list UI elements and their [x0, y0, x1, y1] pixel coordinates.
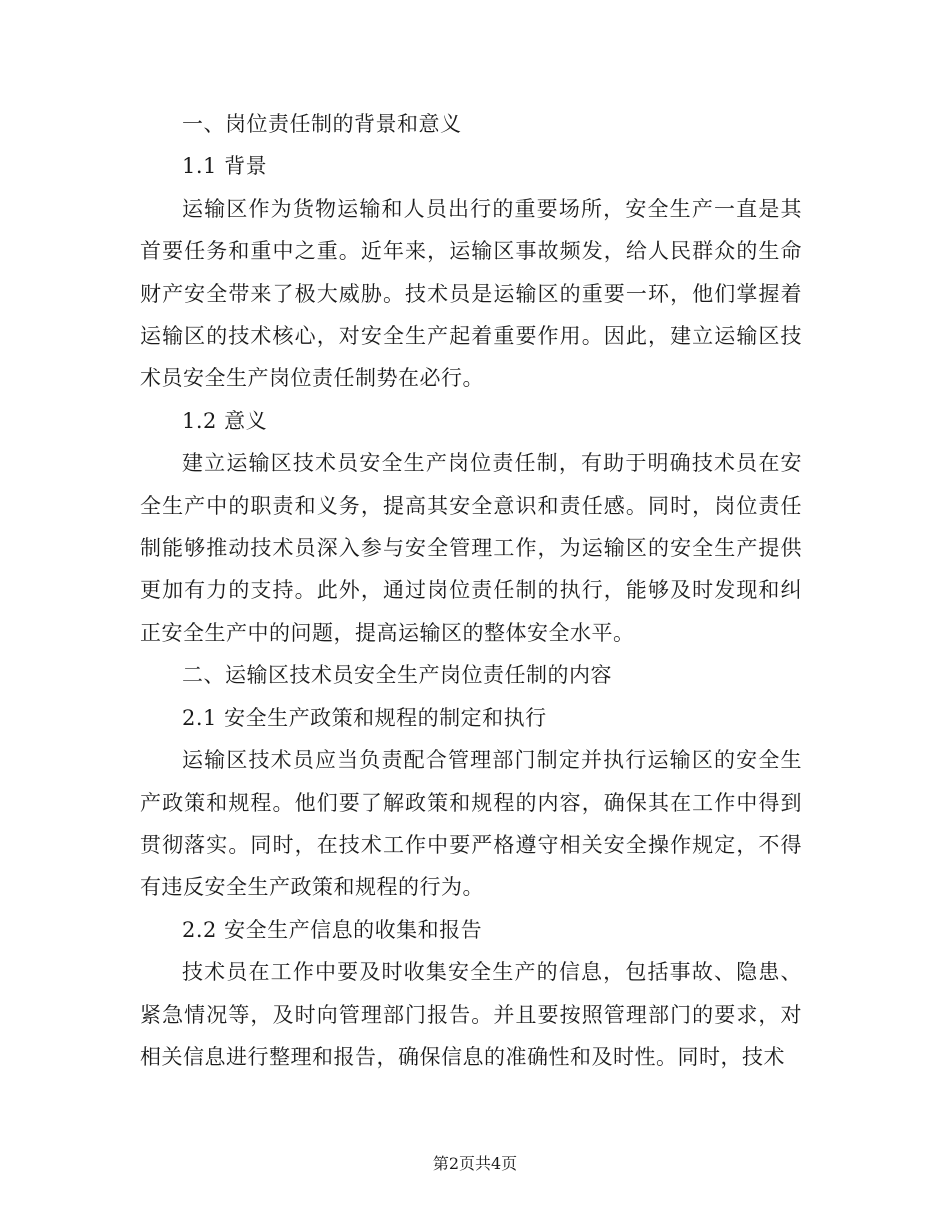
- subsection-heading-2-2: 2.2 安全生产信息的收集和报告: [182, 917, 483, 942]
- body-paragraph: 运输区作为货物运输和人员出行的重要场所，安全生产一直是其首要任务和重中之重。近年来，运输区事故频发，给人民群众的生命财产安全带来了极大威胁。技术员是运输区的重要一环，他们掌握着运输区的技术核心，对安全生产起着重要作用。因此，建立运输区技术员安全生产岗位责任制势在必行。: [140, 196, 802, 391]
- page-number-footer: 第2页共4页: [432, 1154, 518, 1173]
- section-heading-1: 一、岗位责任制的背景和意义: [182, 112, 462, 136]
- body-paragraph: 技术员在工作中要及时收集安全生产的信息，包括事故、隐患、紧急情况等，及时向管理部门报告。并且要按照管理部门的要求，对相关信息进行整理和报告，确保信息的准确性和及时性。同时，技术: [140, 960, 802, 1069]
- subsection-heading-1-1: 1.1 背景: [182, 154, 268, 179]
- subsection-heading-2-1: 2.1 安全生产政策和规程的制定和执行: [182, 705, 547, 730]
- section-heading-2: 二、运输区技术员安全生产岗位责任制的内容: [182, 663, 612, 688]
- subsection-heading-1-2: 1.2 意义: [182, 408, 268, 433]
- body-paragraph: 建立运输区技术员安全生产岗位责任制，有助于明确技术员在安全生产中的职责和义务，提高其安全意识和责任感。同时，岗位责任制能够推动技术员深入参与安全管理工作，为运输区的安全生产提供更加有力的支持。此外，通过岗位责任制的执行，能够及时发现和纠正安全生产中的问题，提高运输区的整体安全水平。: [140, 451, 802, 645]
- body-paragraph: 运输区技术员应当负责配合管理部门制定并执行运输区的安全生产政策和规程。他们要了解政策和规程的内容，确保其在工作中得到贯彻落实。同时，在技术工作中要严格遵守相关安全操作规定，不得有违反安全生产政策和规程的行为。: [140, 748, 802, 900]
- document-body: [140, 103, 802, 1078]
